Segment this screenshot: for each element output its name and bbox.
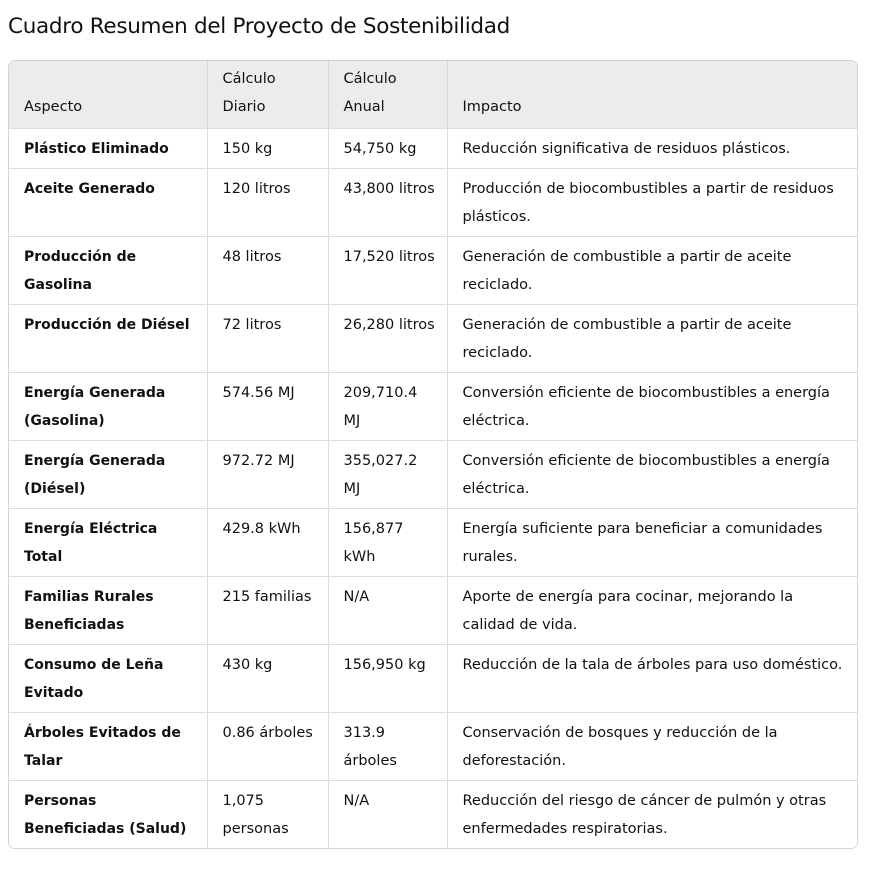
table-row bbox=[9, 305, 857, 373]
cell-diario: 48 litros bbox=[207, 237, 328, 305]
cell-impacto: Reducción significativa de residuos plásticos. bbox=[447, 129, 857, 169]
cell-impacto: Producción de biocombustibles a partir de residuos plásticos. bbox=[447, 169, 857, 237]
cell-aspecto: Plástico Eliminado bbox=[9, 129, 207, 169]
header-calculo-anual: Cálculo Anual bbox=[328, 61, 447, 129]
cell-aspecto: Consumo de Leña Evitado bbox=[9, 645, 207, 713]
cell-anual: 54,750 kg bbox=[328, 129, 447, 169]
cell-diario: 430 kg bbox=[207, 645, 328, 713]
cell-anual: 313.9 árboles bbox=[328, 713, 447, 781]
cell-aspecto: Producción de Gasolina bbox=[9, 237, 207, 305]
cell-aspecto: Aceite Generado bbox=[9, 169, 207, 237]
cell-impacto: Reducción del riesgo de cáncer de pulmón y otras enfermedades respiratorias. bbox=[447, 781, 857, 849]
table-row bbox=[9, 129, 857, 169]
cell-aspecto: Energía Generada (Gasolina) bbox=[9, 373, 207, 441]
cell-impacto: Conversión eficiente de biocombustibles a energía eléctrica. bbox=[447, 373, 857, 441]
cell-impacto: Reducción de la tala de árboles para uso doméstico. bbox=[447, 645, 857, 713]
cell-anual: 17,520 litros bbox=[328, 237, 447, 305]
cell-diario: 972.72 MJ bbox=[207, 441, 328, 509]
table-row bbox=[9, 645, 857, 713]
summary-table-container bbox=[8, 60, 858, 849]
cell-impacto: Conversión eficiente de biocombustibles a energía eléctrica. bbox=[447, 441, 857, 509]
cell-anual: N/A bbox=[328, 577, 447, 645]
table-row bbox=[9, 713, 857, 781]
cell-anual: 355,027.2 MJ bbox=[328, 441, 447, 509]
table-row bbox=[9, 237, 857, 305]
cell-anual: 156,877 kWh bbox=[328, 509, 447, 577]
cell-diario: 0.86 árboles bbox=[207, 713, 328, 781]
cell-anual: 156,950 kg bbox=[328, 645, 447, 713]
table-row bbox=[9, 577, 857, 645]
cell-anual: 43,800 litros bbox=[328, 169, 447, 237]
table-row bbox=[9, 373, 857, 441]
cell-diario: 120 litros bbox=[207, 169, 328, 237]
cell-aspecto: Árboles Evitados de Talar bbox=[9, 713, 207, 781]
cell-impacto: Conservación de bosques y reducción de la deforestación. bbox=[447, 713, 857, 781]
cell-impacto: Aporte de energía para cocinar, mejorando la calidad de vida. bbox=[447, 577, 857, 645]
cell-aspecto: Familias Rurales Beneficiadas bbox=[9, 577, 207, 645]
table-body bbox=[9, 129, 857, 849]
cell-aspecto: Producción de Diésel bbox=[9, 305, 207, 373]
cell-aspecto: Energía Eléctrica Total bbox=[9, 509, 207, 577]
header-impacto: Impacto bbox=[462, 99, 522, 115]
header-aspecto: Aspecto bbox=[9, 61, 207, 129]
summary-table bbox=[9, 61, 857, 848]
table-row bbox=[9, 509, 857, 577]
cell-diario: 574.56 MJ bbox=[207, 373, 328, 441]
table-row bbox=[9, 441, 857, 509]
cell-diario: 72 litros bbox=[207, 305, 328, 373]
cell-impacto: Energía suficiente para beneficiar a comunidades rurales. bbox=[447, 509, 857, 577]
header-row bbox=[9, 61, 857, 129]
header-calculo-diario: Cálculo Diario bbox=[207, 61, 328, 129]
cell-anual: 209,710.4 MJ bbox=[328, 373, 447, 441]
table-row bbox=[9, 169, 857, 237]
cell-impacto: Generación de combustible a partir de aceite reciclado. bbox=[447, 237, 857, 305]
table-row bbox=[9, 781, 857, 849]
cell-impacto: Generación de combustible a partir de aceite reciclado. bbox=[447, 305, 857, 373]
page-title: Cuadro Resumen del Proyecto de Sostenibilidad bbox=[8, 14, 510, 39]
cell-aspecto: Personas Beneficiadas (Salud) bbox=[9, 781, 207, 849]
cell-aspecto: Energía Generada (Diésel) bbox=[9, 441, 207, 509]
cell-diario: 215 familias bbox=[207, 577, 328, 645]
table-header bbox=[9, 61, 857, 129]
cell-anual: N/A bbox=[328, 781, 447, 849]
cell-diario: 150 kg bbox=[207, 129, 328, 169]
cell-diario: 429.8 kWh bbox=[207, 509, 328, 577]
cell-diario: 1,075 personas bbox=[207, 781, 328, 849]
cell-anual: 26,280 litros bbox=[328, 305, 447, 373]
